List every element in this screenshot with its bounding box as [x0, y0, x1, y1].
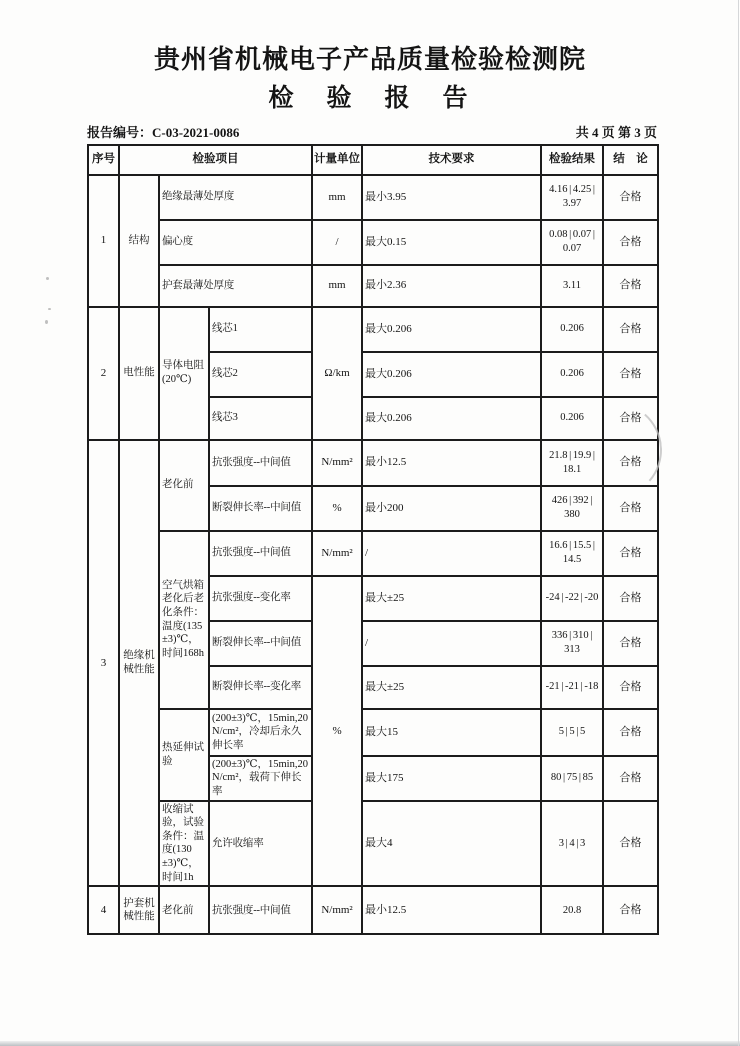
cell-conclusion: 合格 — [603, 666, 658, 709]
cell-subcategory: 老化前 — [159, 440, 209, 531]
cell-unit: % — [312, 576, 362, 887]
cell-requirement: 最小2.36 — [362, 265, 541, 307]
cell-result: 4.16 | 4.25 | 3.97 — [541, 175, 603, 220]
page-edge-line — [738, 0, 739, 1046]
cell-subcategory: 导体电阻(20℃) — [159, 307, 209, 440]
scan-speck — [45, 320, 48, 324]
cell-subcategory: 热延伸试验 — [159, 709, 209, 801]
cell-result: 21.8 | 19.9 | 18.1 — [541, 440, 603, 486]
cell-conclusion: 合格 — [603, 440, 658, 486]
cell-conclusion: 合格 — [603, 397, 658, 440]
cell-subcategory: 收缩试验，试验条件：温度(130±3)℃，时间1h — [159, 801, 209, 887]
cell-item: 线芯1 — [209, 307, 312, 352]
cell-result: 0.206 — [541, 397, 603, 440]
cell-unit: mm — [312, 265, 362, 307]
cell-result: 3.11 — [541, 265, 603, 307]
col-header-requirement: 技术要求 — [362, 145, 541, 175]
table-row — [88, 531, 658, 576]
cell-conclusion: 合格 — [603, 220, 658, 265]
cell-no: 3 — [88, 440, 119, 887]
cell-result: 3 | 4 | 3 — [541, 801, 603, 887]
cell-item: 护套最薄处厚度 — [159, 265, 312, 307]
report-number-value: C-03-2021-0086 — [152, 124, 240, 140]
cell-unit: N/mm² — [312, 531, 362, 576]
cell-item: 抗张强度--中间值 — [209, 531, 312, 576]
cell-result: 16.6 | 15.5 | 14.5 — [541, 531, 603, 576]
cell-item: 断裂伸长率--中间值 — [209, 621, 312, 666]
cell-conclusion: 合格 — [603, 709, 658, 756]
cell-result: 426 | 392 | 380 — [541, 486, 603, 531]
cell-result: 80 | 75 | 85 — [541, 756, 603, 801]
cell-category: 绝缘机械性能 — [119, 440, 159, 887]
cell-item: 允许收缩率 — [209, 801, 312, 887]
cell-item: 偏心度 — [159, 220, 312, 265]
cell-requirement: 最大175 — [362, 756, 541, 801]
report-title: 检 验 报 告 — [268, 84, 472, 112]
cell-item: 绝缘最薄处厚度 — [159, 175, 312, 220]
cell-result: 20.8 — [541, 886, 603, 934]
cell-result: 5 | 5 | 5 — [541, 709, 603, 756]
cell-requirement: 最小200 — [362, 486, 541, 531]
cell-item: (200±3)℃，15min,20N/cm²，载荷下伸长率 — [209, 756, 312, 801]
cell-requirement: 最大0.206 — [362, 307, 541, 352]
cell-category: 结构 — [119, 175, 159, 307]
report-meta — [87, 122, 657, 141]
cell-category: 电性能 — [119, 307, 159, 440]
table-row — [88, 307, 658, 352]
cell-result: 0.08 | 0.07 | 0.07 — [541, 220, 603, 265]
cell-item: 抗张强度--中间值 — [209, 440, 312, 486]
pagination: 共 4 页 第 3 页 — [575, 124, 657, 140]
cell-requirement: 最大±25 — [362, 576, 541, 621]
table-row — [88, 220, 658, 265]
cell-item: 抗张强度--变化率 — [209, 576, 312, 621]
cell-item: 线芯3 — [209, 397, 312, 440]
org-title: 贵州省机械电子产品质量检验检测院 — [153, 45, 586, 74]
cell-unit: / — [312, 220, 362, 265]
cell-item: (200±3)℃，15min,20N/cm²，冷却后永久伸长率 — [209, 709, 312, 756]
cell-unit: N/mm² — [312, 886, 362, 934]
cell-requirement: 最小12.5 — [362, 440, 541, 486]
cell-result: -24 | -22 | -20 — [541, 576, 603, 621]
cell-result: 0.206 — [541, 307, 603, 352]
scan-speck — [48, 308, 51, 310]
cell-no: 1 — [88, 175, 119, 307]
table-row — [88, 709, 658, 756]
cell-requirement: / — [362, 531, 541, 576]
cell-subcategory: 空气烘箱老化后老化条件：温度(135±3)℃，时间168h — [159, 531, 209, 709]
cell-conclusion: 合格 — [603, 576, 658, 621]
col-header-result: 检验结果 — [541, 145, 603, 175]
cell-conclusion: 合格 — [603, 756, 658, 801]
cell-requirement: 最小12.5 — [362, 886, 541, 934]
cell-requirement: 最大15 — [362, 709, 541, 756]
cell-unit: % — [312, 486, 362, 531]
col-header-no: 序号 — [88, 145, 119, 175]
cell-unit: Ω/km — [312, 307, 362, 440]
col-header-conclusion: 结 论 — [603, 145, 658, 175]
cell-requirement: 最小3.95 — [362, 175, 541, 220]
cell-requirement: 最大±25 — [362, 666, 541, 709]
cell-result: 336 | 310 | 313 — [541, 621, 603, 666]
cell-item: 线芯2 — [209, 352, 312, 397]
cell-conclusion: 合格 — [603, 307, 658, 352]
cell-item: 抗张强度--中间值 — [209, 886, 312, 934]
cell-conclusion: 合格 — [603, 352, 658, 397]
cell-requirement: 最大0.206 — [362, 352, 541, 397]
cell-item: 断裂伸长率--变化率 — [209, 666, 312, 709]
cell-result: 0.206 — [541, 352, 603, 397]
col-header-unit: 计量单位 — [312, 145, 362, 175]
cell-unit: N/mm² — [312, 440, 362, 486]
cell-no: 2 — [88, 307, 119, 440]
table-row — [88, 175, 658, 220]
col-header-item: 检验项目 — [119, 145, 312, 175]
inspection-table — [87, 144, 659, 936]
cell-conclusion: 合格 — [603, 801, 658, 887]
cell-no: 4 — [88, 886, 119, 934]
cell-category: 护套机械性能 — [119, 886, 159, 934]
cell-requirement: 最大0.15 — [362, 220, 541, 265]
table-row — [88, 801, 658, 887]
cell-result: -21 | -21 | -18 — [541, 666, 603, 709]
cell-conclusion: 合格 — [603, 531, 658, 576]
cell-unit: mm — [312, 175, 362, 220]
report-number — [87, 122, 239, 141]
cell-requirement: 最大4 — [362, 801, 541, 887]
table-header-row — [88, 145, 658, 175]
cell-conclusion: 合格 — [603, 175, 658, 220]
cell-conclusion: 合格 — [603, 265, 658, 307]
cell-requirement: 最大0.206 — [362, 397, 541, 440]
scan-speck — [46, 277, 49, 280]
cell-item: 断裂伸长率--中间值 — [209, 486, 312, 531]
cell-conclusion: 合格 — [603, 886, 658, 934]
cell-subcategory: 老化前 — [159, 886, 209, 934]
cell-conclusion: 合格 — [603, 621, 658, 666]
table-row — [88, 886, 658, 934]
cell-requirement: / — [362, 621, 541, 666]
cell-conclusion: 合格 — [603, 486, 658, 531]
report-number-label: 报告编号： — [87, 124, 153, 140]
table-row — [88, 265, 658, 307]
page-edge-shadow — [0, 1041, 740, 1046]
